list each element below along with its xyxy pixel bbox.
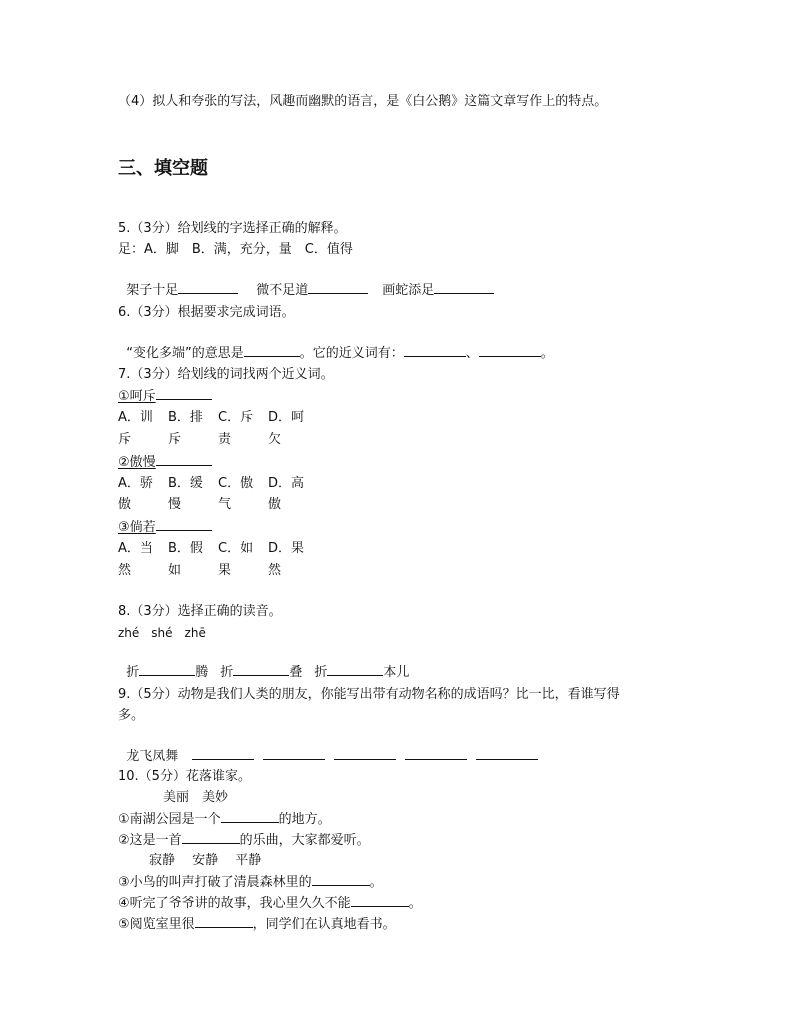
q10-sentence-4 [118, 894, 422, 913]
q5-title: 5.（3分）给划线的字选择正确的解释。 [118, 221, 347, 236]
option-char: 如 [168, 563, 182, 578]
sentence-part: ③小鸟的叫声打破了清晨森林里的 [118, 875, 312, 890]
answer-blank[interactable] [479, 344, 541, 357]
answer-blank[interactable] [139, 663, 195, 676]
q8-char: 本儿 [383, 665, 410, 680]
q8-title: 8.（3分）选择正确的读音。 [118, 604, 282, 619]
q5-options: 足：A．脚 B．满，充分，量 C．值得 [118, 242, 353, 257]
option: D．果 [268, 541, 305, 556]
option: A．当 [118, 541, 153, 556]
answer-blank[interactable] [182, 831, 240, 844]
q7-word-2 [118, 453, 212, 472]
q7-options-1b [118, 431, 308, 449]
option: C．斥 [218, 410, 254, 425]
q9-answers [118, 729, 538, 766]
underlined-word: ①呵斥 [118, 389, 156, 404]
q9-title-1: 9.（5分）动物是我们人类的朋友，你能写出带有动物名称的成语吗？比一比，看谁写得 [118, 687, 620, 702]
answer-blank[interactable] [334, 747, 396, 760]
sentence-part: 。 [408, 896, 422, 911]
answer-blank[interactable] [308, 281, 368, 294]
q7-word-1 [118, 387, 212, 406]
answer-blank[interactable] [327, 663, 383, 676]
q7-options-3 [118, 540, 308, 558]
answer-blank[interactable] [244, 344, 300, 357]
option-char: 欠 [268, 432, 282, 447]
answer-blank[interactable] [476, 747, 538, 760]
answer-blank[interactable] [351, 894, 409, 907]
pinyin: zhé [118, 626, 140, 640]
answer-blank[interactable] [263, 747, 325, 760]
option-char: 慢 [168, 497, 182, 512]
q9-title-2: 多。 [118, 708, 145, 723]
q8-char: 腾 [195, 665, 209, 680]
option: B．假 [168, 541, 203, 556]
sentence-part: 的乐曲，大家都爱听。 [239, 833, 370, 848]
q10-title: 10.（5分）花落谁家。 [118, 769, 251, 784]
q8-char: 折 [126, 665, 140, 680]
answer-blank[interactable] [312, 873, 370, 886]
option-char: 傲 [268, 497, 282, 512]
answer-blank[interactable] [233, 663, 289, 676]
answer-blank[interactable] [156, 453, 212, 466]
q7-word-3 [118, 518, 212, 537]
option: B．缓 [168, 476, 203, 491]
answer-blank[interactable] [156, 387, 212, 400]
q10-words-2: 寂静 安静 平静 [149, 853, 262, 868]
q6-sep: 、 [465, 346, 479, 361]
option: D．呵 [268, 410, 305, 425]
q9-example: 龙飞凤舞 [126, 749, 179, 764]
sentence-part: ①南湖公园是一个 [118, 812, 221, 827]
underlined-word: ②傲慢 [118, 455, 156, 470]
option: A．骄 [118, 476, 153, 491]
option-char: 然 [268, 563, 282, 578]
q5-item: 架子十足 [126, 283, 179, 298]
answer-blank[interactable] [178, 281, 238, 294]
sentence-part: 。 [369, 875, 383, 890]
intro-text: （4）拟人和夸张的写法，风趣而幽默的语言，是《白公鹅》这篇文章写作上的特点。 [118, 94, 608, 109]
q5-answers [118, 263, 494, 300]
pinyin: shé [151, 626, 173, 640]
answer-blank[interactable] [156, 518, 212, 531]
option: D．高 [268, 476, 305, 491]
q6-title: 6.（3分）根据要求完成词语。 [118, 305, 295, 320]
q10-sentence-5 [118, 915, 396, 934]
option: C．如 [218, 541, 254, 556]
q8-char: 折 [220, 665, 234, 680]
underlined-word: ③倘若 [118, 520, 156, 535]
q10-words-1: 美丽 美妙 [163, 790, 229, 805]
option: A．训 [118, 410, 153, 425]
option-char: 责 [218, 432, 232, 447]
option-char: 果 [218, 563, 232, 578]
option-char: 斥 [168, 432, 182, 447]
answer-blank[interactable] [192, 747, 254, 760]
q6-line [118, 326, 554, 363]
option: C．傲 [218, 476, 254, 491]
q6-text-b: 。它的近义词有： [299, 346, 404, 361]
answer-blank[interactable] [434, 281, 494, 294]
q8-char: 叠 [289, 665, 303, 680]
q6-end: 。 [540, 346, 554, 361]
option-char: 然 [118, 563, 132, 578]
q7-options-2 [118, 475, 308, 493]
sentence-part: 的地方。 [278, 812, 331, 827]
q8-pinyin [118, 624, 218, 642]
answer-blank[interactable] [221, 810, 279, 823]
q7-title: 7.（3分）给划线的词找两个近义词。 [118, 367, 334, 382]
option-char: 傲 [118, 497, 132, 512]
sentence-part: ②这是一首 [118, 833, 182, 848]
option-char: 气 [218, 497, 232, 512]
q8-char: 折 [314, 665, 328, 680]
q7-options-3b [118, 562, 308, 580]
sentence-part: ⑤阅览室里很 [118, 917, 195, 932]
sentence-part: ④听完了爷爷讲的故事，我心里久久不能 [118, 896, 351, 911]
q5-item: 画蛇添足 [382, 283, 435, 298]
option: B．排 [168, 410, 203, 425]
q8-items [118, 645, 409, 682]
q10-sentence-1 [118, 810, 331, 829]
section-title: 三、填空题 [118, 158, 208, 179]
q10-sentence-3 [118, 873, 383, 892]
option-char: 斥 [118, 432, 132, 447]
q6-text-a: “变化多端”的意思是 [126, 346, 244, 361]
q7-options-2b [118, 496, 308, 514]
q10-sentence-2 [118, 831, 370, 850]
q7-options-1 [118, 409, 308, 427]
pinyin: zhē [184, 626, 206, 640]
answer-blank[interactable] [405, 747, 467, 760]
answer-blank[interactable] [195, 915, 253, 928]
answer-blank[interactable] [404, 344, 466, 357]
sentence-part: ，同学们在认真地看书。 [252, 917, 396, 932]
q5-item: 微不足道 [256, 283, 309, 298]
